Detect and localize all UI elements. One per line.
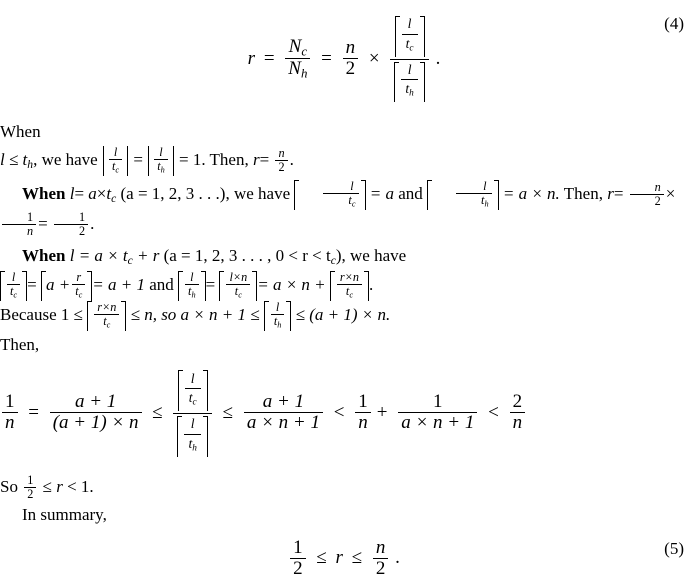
equation-4-tag: (4) [664,14,684,33]
chain-a1-over-a1n [50,392,142,433]
chain-f3b-t-sub: h [192,443,197,454]
eq5-one-half [290,538,306,579]
case2-then: Then, [563,183,603,203]
equation-5-body [288,536,400,579]
case3-c1-t: t [10,284,14,299]
eq5-left-den: 2 [290,558,306,579]
case2-res3-1: 1 [78,209,86,224]
case3-ceil-rn-tc [330,271,369,301]
inequality-chain [0,368,688,458]
case1-n: n [278,146,285,161]
eq4-ceil-l-tc [395,16,425,57]
eq4-ceil2-t-sub: h [409,88,414,99]
case2-res-eq: = [38,213,48,233]
chain-eq1: = [28,401,39,423]
case-3-line-3 [0,301,688,331]
conclusion-half-den: 2 [24,487,36,501]
chain-one-over-n [2,392,18,433]
chain-one-over-an1 [398,392,477,433]
case1-equals-one: = 1. [179,149,206,169]
conclusion-so: So [0,476,18,496]
eq4-equals-2: = [321,47,332,69]
eq4-ceil-t: t [405,35,410,51]
chain-f4-num: a + 1 [262,391,305,413]
case3-and: and [149,275,174,295]
case1-2: 2 [275,160,287,174]
case-3-line-2 [0,271,688,301]
chain-f7-den: n [510,412,526,433]
chain-f2-num: a + 1 [74,391,117,413]
case2-l: l [69,183,75,203]
eq4-n-over-2 [343,38,359,79]
case3-plus-r: + r [137,246,160,266]
case1-abs2-t: t [157,159,161,174]
case1-then: Then, [209,149,249,169]
eq4-equals-1: = [263,47,275,69]
chain-f2-den: (a + 1) × n [50,412,142,433]
case1-abs1-t-sub: c [115,165,120,175]
case3-c3-t-sub: h [191,290,196,300]
case3-because: Because 1 ≤ [0,304,83,324]
eq4-r: r [247,47,256,69]
conclusion-one-half [24,474,36,501]
conclusion-half-num: 1 [27,472,34,487]
equation-4-body [247,16,441,99]
case3-l3-end: ≤ (a + 1) × n. [295,304,391,324]
case2-ceil1-t-sub: c [351,199,356,209]
case3-l3-t: t [103,314,107,329]
case-3-then [0,331,688,359]
case1-abs1-l: l [113,145,118,160]
eq4-nc-nh [285,37,310,80]
conclusion-line [0,473,688,501]
case-1-paragraph [0,146,688,176]
case2-r: r [607,183,614,203]
case3-end-period: . [369,275,374,295]
chain-f3-l: l [190,370,195,386]
case3-cond: (a = 1, 2, 3 . . . , 0 < r < t [163,246,331,266]
eq4-n-c-sub: c [301,43,308,59]
chain-f1-num: 1 [5,391,15,413]
eq5-left-num: 1 [293,536,303,558]
eq5-period: . [395,547,400,569]
case2-res2-n: n [2,224,36,238]
case1-equals-2: = [259,149,270,169]
when-label [0,118,688,146]
case3-tc-sub: c [127,254,133,268]
case3-l3-mid: ≤ n, so a × n + 1 ≤ [130,304,260,324]
case2-equals-a: = a [369,183,394,203]
eq4-n-h: N [288,57,301,79]
case3-c5-rn: r×n [339,270,360,285]
eq4-ceil-l: l [407,16,412,32]
eq5-r: r [335,547,343,569]
case2-eq: = [74,183,85,203]
eq4-period: . [435,47,441,69]
chain-one-over-n-2 [355,392,371,433]
eq5-le1: ≤ [316,547,327,569]
chain-f3-t: t [188,389,193,405]
case2-ceil-2 [427,180,499,210]
case3-c3-l: l [190,270,194,285]
eq4-ceil2-l: l [407,62,412,78]
equation-5 [0,536,688,580]
eq4-n-h-sub: h [300,65,308,81]
chain-two-over-n [510,392,526,433]
case3-c5-t-sub: c [349,290,354,300]
chain-plus: + [376,401,388,423]
case2-ceil2-l: l [483,179,487,194]
case3-expr: l = a × t [69,246,128,266]
case3-eq4: = a × n + [257,275,326,295]
case3-cond-end: ), [335,246,346,266]
case-2-paragraph [0,180,688,238]
case2-eq2: = [613,183,624,203]
chain-ceil-l-tc [178,370,208,411]
case1-th-sub: h [27,158,34,172]
case2-ceil1-l: l [350,179,354,194]
eq4-n-c: N [288,35,302,57]
case3-ceil-l-th-2 [264,301,292,331]
chain-f7-num: 2 [512,391,523,413]
equation-4 [0,14,688,104]
eq4-n: n [345,36,356,58]
case1-n-over-2 [275,147,287,174]
chain-f4-den: a × n + 1 [244,412,323,433]
chain-lt1: < [333,401,345,423]
case3-cond-sub: c [330,254,336,268]
case-3-line-1 [0,242,688,271]
case2-condition: (a = 1, 2, 3 . . .), [120,183,230,203]
eq5-right-den: 2 [373,558,389,579]
chain-a1-over-an1 [244,392,323,433]
case2-ceil2-t-sub: h [484,199,489,209]
case3-c5-t: t [345,284,350,299]
eq4-ceil2-t: t [405,81,410,97]
case1-r: r [252,149,260,169]
case3-eq3: = [205,275,216,295]
paper-page [0,14,688,579]
chain-f3b-t: t [188,435,193,451]
case3-c4-t-sub: c [238,290,242,300]
when-word: When [0,122,41,142]
case3-c4-ln: l×n [229,270,248,285]
case1-abs2-t-sub: h [160,165,165,175]
case2-and: and [398,183,423,203]
case2-t: t [106,183,112,203]
eq4-ceil-ratio [390,14,428,104]
case2-res1-2: 2 [630,194,664,208]
eq4-ceil-t-sub: c [409,43,414,54]
case3-l3-t-sub: c [106,320,111,330]
equation-5-tag: (5) [664,538,684,558]
case3-we-have: we have [350,246,407,266]
case2-n-over-2 [630,181,664,208]
case1-abs1-t: t [111,159,116,174]
chain-le2: ≤ [222,401,234,423]
case2-res2-1: 1 [27,209,34,224]
case3-c3-t: t [188,284,192,299]
chain-f6-den: a × n + 1 [398,412,477,433]
case3-ceil-l-th [178,271,206,301]
case3-l3-c2-t: t [273,314,278,329]
summary-text: In summary, [22,505,107,525]
case1-period: . [289,149,294,169]
case2-period: . [90,213,95,233]
case2-one-over-n [2,211,36,238]
case3-c1-l: l [11,270,16,285]
case2-res3-2: 2 [54,224,88,238]
chain-ceil-ratio [173,368,211,458]
case2-when: When [22,183,66,203]
case3-then-word: Then, [0,334,40,354]
chain-f6-num: 1 [433,391,443,413]
case3-ceil-a-plus-r-tc [41,271,92,301]
chain-f5-den: n [355,412,371,433]
chain-f1-den: n [2,412,18,433]
case3-ceil-ln-tc [219,271,257,301]
case2-res-times: × [665,183,676,203]
chain-f5-num: 1 [358,391,368,413]
case3-c2-r: r [76,270,82,285]
case3-c4-t: t [234,284,239,299]
case1-we-have: , we have [33,149,98,169]
case2-res1-n: n [654,179,661,194]
case2-we-have: we have [233,183,291,203]
case2-a: a [88,183,97,203]
case2-ceil2-t: t [481,192,485,207]
case3-eq1: = [27,275,37,295]
chain-f3-t-sub: c [192,397,197,408]
case1-eq: = [133,149,143,169]
conclusion-r: r [56,476,63,496]
case3-ceil-rn-tc-2 [87,301,126,331]
conclusion-lt: < [67,476,77,496]
case2-ceil-1 [294,180,365,210]
eq5-right-num: n [375,536,386,558]
case2-ceil1-t: t [348,192,352,207]
case3-eq2: = a + 1 [92,275,145,295]
case3-l3-rn: r×n [97,300,117,315]
eq4-times: × [368,47,380,69]
chain-le1: ≤ [152,401,163,423]
eq4-2: 2 [343,58,359,79]
case3-l3-c2-l: l [275,300,280,315]
case2-times: × [96,183,107,203]
case3-ceil-l-tc [0,271,27,301]
chain-ceil-l-th [177,416,207,457]
case2-one-half [54,211,88,238]
summary-line [0,501,688,529]
chain-lt2: < [488,401,499,423]
case1-abs2-l: l [159,145,163,160]
case3-c1-t-sub: c [13,290,18,300]
case3-when: When [22,246,66,266]
case2-equals-an: = a × n. [502,183,560,203]
case1-abs-2 [147,146,175,176]
eq5-le2: ≤ [351,547,363,569]
case2-t-sub: c [111,192,117,206]
case3-c2-a: a + [45,275,71,295]
case3-c2-t: t [75,284,79,299]
conclusion-le: ≤ [42,476,52,496]
case3-c2-t-sub: c [78,290,83,300]
case1-lhs: l ≤ t [0,149,28,169]
eq4-ceil-l-th [394,62,424,103]
case3-l3-c2-t-sub: h [277,320,282,330]
case1-abs-1 [102,146,129,176]
conclusion-one: 1. [80,476,94,496]
eq5-n-over-2 [373,538,389,579]
chain-f3b-l: l [190,416,195,432]
